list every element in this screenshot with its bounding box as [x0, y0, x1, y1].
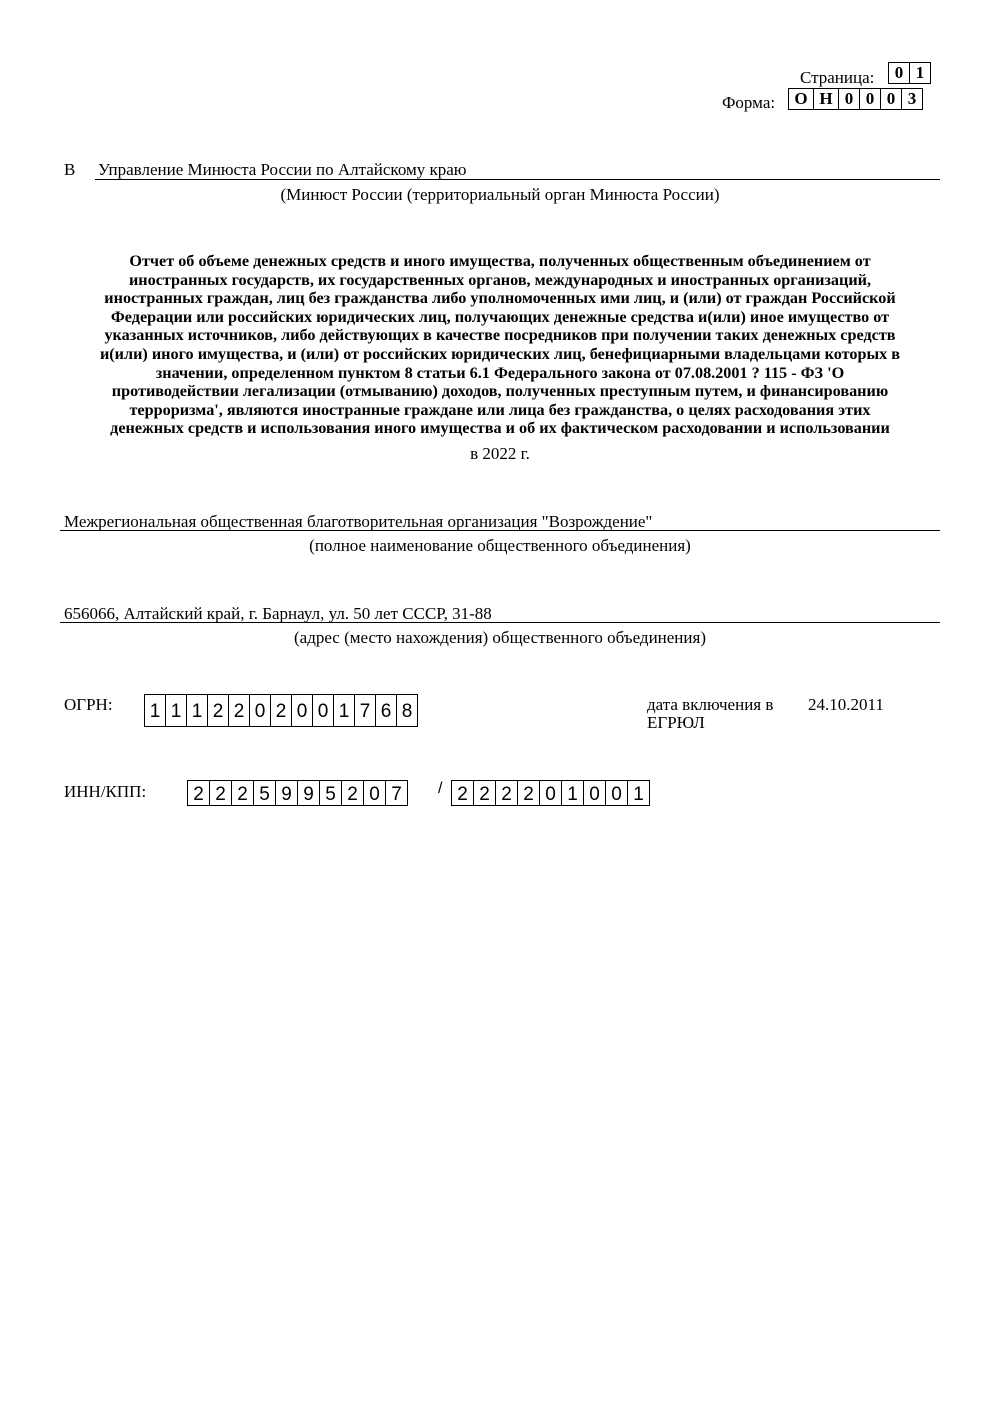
- form-label: Форма:: [722, 93, 776, 112]
- title-line: иностранных граждан, лиц без гражданства либо уполномоченных ими лиц, и (или) от граждан Российской: [104, 289, 896, 308]
- inn-digit: 0: [363, 780, 386, 806]
- organization-address: 656066, Алтайский край, г. Барнаул, ул. 50 лет СССР, 31-88: [64, 604, 492, 623]
- egrul-label: [647, 696, 773, 732]
- title-line: противодействии легализации (отмыванию) доходов, полученных преступным путем, и финансированию: [111, 382, 889, 401]
- recipient-prefix: В: [64, 160, 76, 179]
- inn-digit: 5: [253, 780, 276, 806]
- kpp-cells: [451, 780, 650, 806]
- ogrn-digit: 1: [144, 694, 166, 727]
- form-char: 0: [880, 88, 902, 110]
- ogrn-digit: 0: [291, 694, 313, 727]
- kpp-digit: 2: [451, 780, 474, 806]
- title-line: значении, определенном пунктом 8 статьи 6.1 Федерального закона от 07.08.2001 ? 115 - ФЗ 'О: [155, 363, 845, 382]
- ogrn-digit: 0: [312, 694, 334, 727]
- egrul-date: 24.10.2011: [808, 695, 884, 714]
- ogrn-digit: 2: [270, 694, 292, 727]
- inn-kpp-label: ИНН/КПП:: [64, 782, 147, 801]
- recipient-underline: [95, 179, 940, 180]
- organization-name-caption: (полное наименование общественного объединения): [309, 536, 691, 555]
- organization-address-caption: (адрес (место нахождения) общественного объединения): [293, 628, 706, 647]
- kpp-digit: 0: [539, 780, 562, 806]
- inn-digit: 2: [341, 780, 364, 806]
- inn-digit: 2: [209, 780, 232, 806]
- report-title: [60, 252, 940, 438]
- inn-digit: 7: [385, 780, 408, 806]
- title-line: денежных средств и использования иного имущества и об их фактическом расходовании и использовании: [110, 419, 890, 438]
- inn-digit: 9: [275, 780, 298, 806]
- kpp-digit: 2: [473, 780, 496, 806]
- recipient-caption: (Минюст России (территориальный орган Минюста России): [280, 185, 720, 204]
- ogrn-digit: 8: [396, 694, 418, 727]
- ogrn-digit: 1: [186, 694, 208, 727]
- organization-name: Межрегиональная общественная благотворительная организация "Возрождение": [64, 512, 653, 531]
- inn-digit: 2: [187, 780, 210, 806]
- inn-digit: 5: [319, 780, 342, 806]
- form-char: 0: [859, 88, 881, 110]
- title-line: Отчет об объеме денежных средств и иного имущества, полученных общественным объединением от: [129, 252, 871, 270]
- ogrn-digit: 0: [249, 694, 271, 727]
- page-digit: 1: [909, 62, 931, 84]
- kpp-digit: 0: [583, 780, 606, 806]
- kpp-digit: 2: [495, 780, 518, 806]
- report-year: в 2022 г.: [470, 444, 530, 463]
- organization-name-underline: [60, 530, 940, 531]
- title-line: указанных источников, либо действующих в качестве посредников при получении таких денежных средств: [104, 326, 896, 345]
- title-line: и(или) иного имущества, и (или) от российских юридических лиц, бенефициарными владельцами которых в: [99, 344, 901, 363]
- inn-kpp-separator: /: [438, 780, 443, 797]
- ogrn-digit: 6: [375, 694, 397, 727]
- page-digit: 0: [888, 62, 910, 84]
- ogrn-digit: 2: [207, 694, 229, 727]
- ogrn-digit: 2: [228, 694, 250, 727]
- page-label: Страница:: [800, 68, 875, 87]
- form-char: Н: [813, 88, 839, 110]
- ogrn-label: ОГРН:: [64, 695, 113, 714]
- egrul-label-line: ЕГРЮЛ: [647, 713, 705, 732]
- ogrn-digit: 1: [165, 694, 187, 727]
- title-line: иностранных государств, их государственных органов, международных и иностранных организаций,: [128, 270, 872, 289]
- inn-digit: 9: [297, 780, 320, 806]
- page-number-cells: [888, 62, 931, 84]
- ogrn-digit: 1: [333, 694, 355, 727]
- egrul-label-line: дата включения в: [647, 695, 774, 714]
- title-line: терроризма', являются иностранные граждане или лица без гражданства, о целях расходования этих: [129, 400, 871, 419]
- ogrn-digit: 7: [354, 694, 376, 727]
- form-char: 3: [901, 88, 923, 110]
- form-code-cells: [788, 88, 923, 110]
- inn-cells: [187, 780, 408, 806]
- form-char: О: [788, 88, 814, 110]
- kpp-digit: 1: [627, 780, 650, 806]
- organization-address-underline: [60, 622, 940, 623]
- inn-digit: 2: [231, 780, 254, 806]
- kpp-digit: 1: [561, 780, 584, 806]
- kpp-digit: 2: [517, 780, 540, 806]
- ogrn-cells: [144, 694, 418, 727]
- form-char: 0: [838, 88, 860, 110]
- title-line: Федерации или российских юридических лиц, получающих денежные средства и(или) иное имущество от: [110, 307, 890, 326]
- recipient-value: Управление Минюста России по Алтайскому краю: [98, 160, 467, 179]
- kpp-digit: 0: [605, 780, 628, 806]
